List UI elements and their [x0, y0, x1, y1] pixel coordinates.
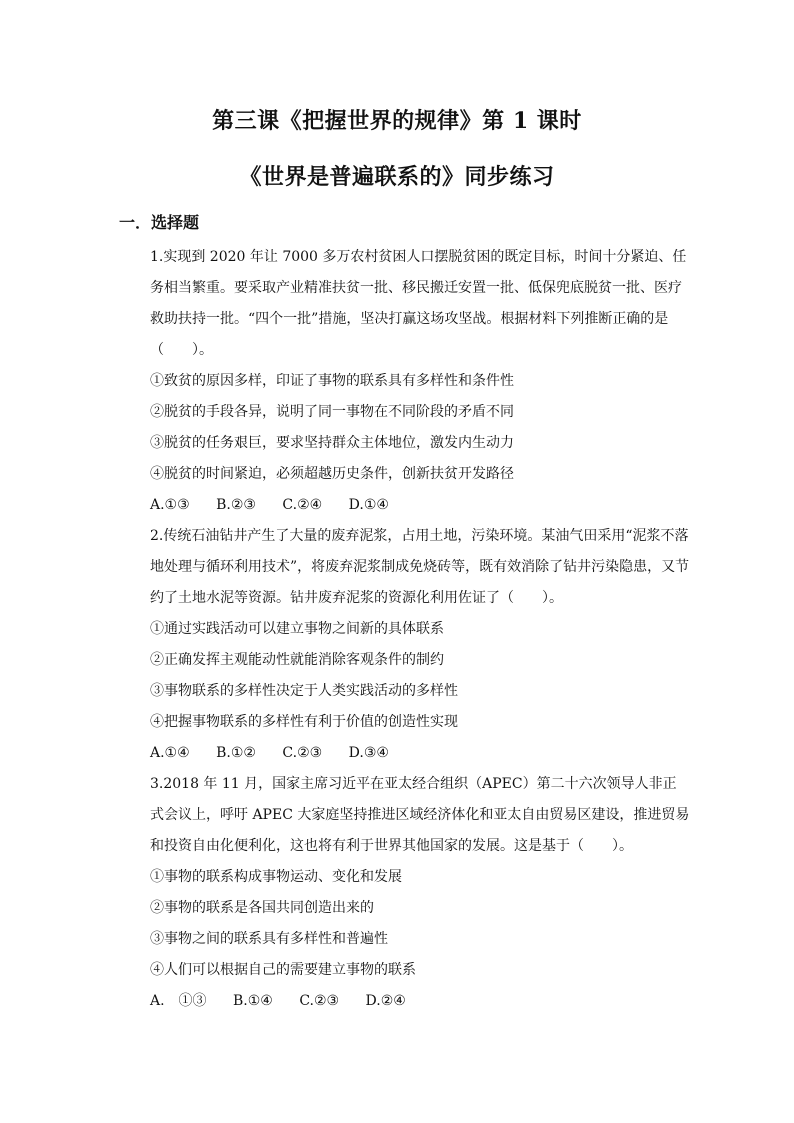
- answer-choice: B.①②: [216, 745, 256, 761]
- question-stem: 2.传统石油钻井产生了大量的废弃泥浆，占用土地，污染环境。某油气田采用“泥浆不落地处理与循环利用技术”，将废弃泥浆制成免烧砖等，既有效消除了钻井污染隐患，又节约了土地水泥等资源。钻井废弃泥浆的资源化利用佐证了（ ）。: [150, 528, 690, 606]
- question-2: [150, 521, 690, 769]
- question-option: ③事物联系的多样性决定于人类实践活动的多样性: [150, 683, 458, 699]
- answer-choices: [150, 986, 690, 1017]
- answer-choice: C.②④: [282, 497, 323, 513]
- answer-choice: C.②③: [282, 745, 323, 761]
- answer-choice: D.①④: [348, 497, 389, 513]
- question-option: ④人们可以根据自己的需要建立事物的联系: [150, 962, 416, 978]
- question-3: [150, 769, 690, 1017]
- question-option: ②正确发挥主观能动性就能消除客观条件的制约: [150, 652, 444, 668]
- question-option: ②事物的联系是各国共同创造出来的: [150, 900, 374, 916]
- answer-choices: [150, 490, 690, 521]
- answer-choice: A.①③: [150, 497, 190, 513]
- answer-choices: [150, 738, 690, 769]
- question-option: ①通过实践活动可以建立事物之间新的具体联系: [150, 621, 444, 637]
- question-stem: 3.2018 年 11 月，国家主席习近平在亚太经合组织（APEC）第二十六次领导人非正式会议上，呼吁 APEC 大家庭坚持推进区域经济体化和亚太自由贸易区建设，推进贸易和投资自由化便利化，这也将有利于世界其他国家的发展。这是基于（ ）。: [150, 776, 690, 854]
- answer-choice: D.②④: [365, 993, 406, 1009]
- answer-choice: B.②③: [216, 497, 256, 513]
- question-option: ①事物的联系构成事物运动、变化和发展: [150, 869, 402, 885]
- answer-choice: A.①④: [150, 745, 190, 761]
- section-heading: 一．选择题: [119, 213, 200, 232]
- answer-choice: B.①④: [233, 993, 273, 1009]
- document-subtitle: 《世界是普遍联系的》同步练习: [239, 164, 555, 190]
- question-option: ③事物之间的联系具有多样性和普遍性: [150, 931, 388, 947]
- question-option: ④把握事物联系的多样性有利于价值的创造性实现: [150, 714, 458, 730]
- question-option: ②脱贫的手段各异，说明了同一事物在不同阶段的矛盾不同: [150, 404, 514, 420]
- question-option: ①致贫的原因多样，印证了事物的联系具有多样性和条件性: [150, 373, 514, 389]
- answer-choice: A. ①③: [150, 993, 207, 1009]
- answer-choice: C.②③: [299, 993, 340, 1009]
- question-option: ③脱贫的任务艰巨，要求坚持群众主体地位，激发内生动力: [150, 435, 514, 451]
- question-1: [150, 242, 690, 521]
- answer-choice: D.③④: [348, 745, 389, 761]
- question-option: ④脱贫的时间紧迫，必须超越历史条件，创新扶贫开发路径: [150, 466, 514, 482]
- document-title: 第三课《把握世界的规律》第 1 课时: [212, 108, 582, 134]
- question-stem: 1.实现到 2020 年让 7000 多万农村贫困人口摆脱贫困的既定目标，时间十分紧迫、任务相当繁重。要采取产业精准扶贫一批、移民搬迁安置一批、低保兜底脱贫一批、医疗救助扶持一批。“四个一批”措施，坚决打赢这场攻坚战。根据材料下列推断正确的是（ ）。: [150, 249, 687, 358]
